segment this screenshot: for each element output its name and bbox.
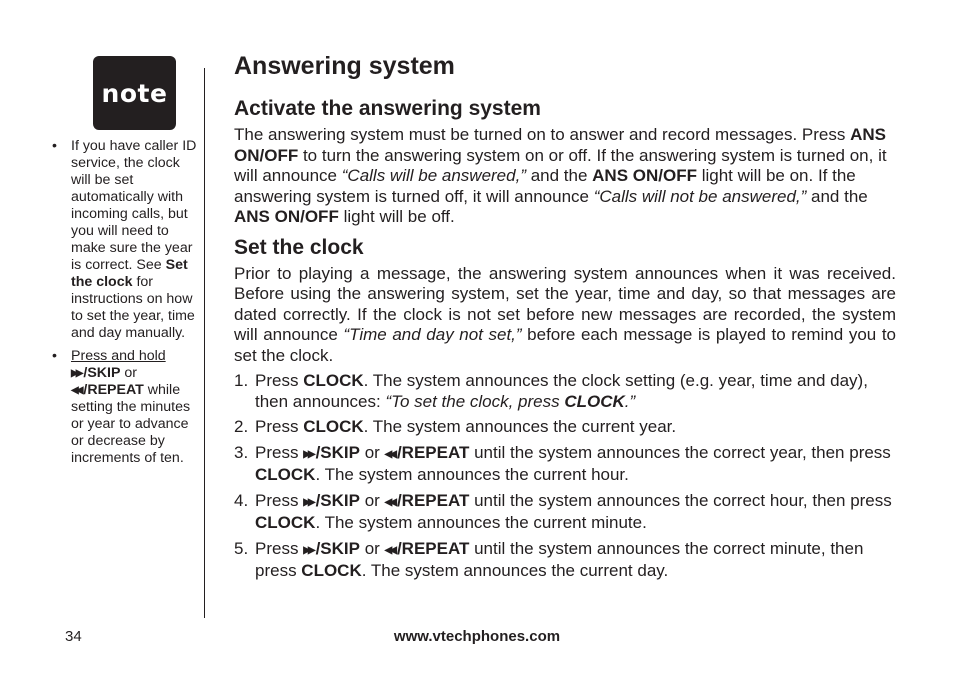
vertical-divider [204, 68, 205, 618]
note1-text2: for instructions on how to set the year, time and day manually. [71, 274, 195, 341]
bullet: • [52, 348, 57, 364]
clock-steps [234, 371, 896, 582]
fast-forward-icon: ▶▶ [71, 368, 81, 379]
note2-skip: /SKIP [83, 365, 121, 381]
note1-bold: Set the clock [71, 257, 188, 290]
sidebar-notes [52, 138, 202, 473]
note2-or: or [120, 365, 138, 381]
fast-forward-icon: ▶▶ [303, 544, 313, 556]
bullet: • [52, 138, 57, 154]
step-4: 4. Press ▶▶ /SKIP or ◀◀ /REPEAT until the system announces the correct hour, then press CLOCK. The system announces the current minute. [234, 490, 892, 532]
section-heading-activate: Activate the answering system [234, 97, 541, 120]
fast-forward-icon: ▶▶ [303, 448, 313, 460]
clock-paragraph: Prior to playing a message, the answering system announces when it was received. Before using the answering system, set the year, time and day, so that messages are dated correctly. If the clock is not set before new messages are recorded, the system will announce “Time and day not set,” before each message is played to remind you to set the clock. [234, 263, 896, 365]
note2-repeat: /REPEAT [83, 382, 144, 398]
step-2: 2. Press CLOCK. The system announces the current year. [234, 417, 677, 436]
rewind-icon: ◀◀ [384, 544, 394, 556]
note-item-press-hold [52, 348, 202, 467]
note-label: note [101, 78, 168, 108]
note2-underlined: Press and hold [71, 348, 166, 364]
step-5: 5. Press ▶▶ /SKIP or ◀◀ /REPEAT until the system announces the correct minute, then press CLOCK. The system announces the current day. [234, 538, 864, 580]
note1-text1: If you have caller ID service, the clock will be set automatically with incoming calls, but you will need to make sure the year is correct. See [71, 138, 197, 273]
page-number: 34 [65, 628, 82, 645]
activate-paragraph: The answering system must be turned on to answer and record messages. Press ANS ON/OFF to turn the answering system on or off. If the answering system is turned on, it will announce “Calls will be answered,” and the ANS ON/OFF light will be on. If the answering system is turned off, it will announce “Calls will not be answered,” and the ANS ON/OFF light will be off. [234, 125, 887, 226]
main-content [234, 50, 896, 587]
note2-text: while setting the minutes or year to advance or decrease by increments of ten. [71, 382, 191, 466]
note-item-caller-id [52, 138, 202, 342]
step-1: 1. Press CLOCK. The system announces the clock setting (e.g. year, time and day), then announces: “To set the clock, press CLOCK.” [234, 371, 868, 411]
fast-forward-icon: ▶▶ [303, 496, 313, 508]
rewind-icon: ◀◀ [384, 448, 394, 460]
page-title: Answering system [234, 52, 455, 80]
note-badge [93, 56, 176, 130]
footer-url[interactable]: www.vtechphones.com [393, 628, 561, 645]
rewind-icon: ◀◀ [71, 385, 81, 396]
rewind-icon: ◀◀ [384, 496, 394, 508]
step-3: 3. Press ▶▶ /SKIP or ◀◀ /REPEAT until the system announces the correct year, then press CLOCK. The system announces the current hour. [234, 442, 891, 484]
section-heading-clock: Set the clock [234, 235, 364, 259]
